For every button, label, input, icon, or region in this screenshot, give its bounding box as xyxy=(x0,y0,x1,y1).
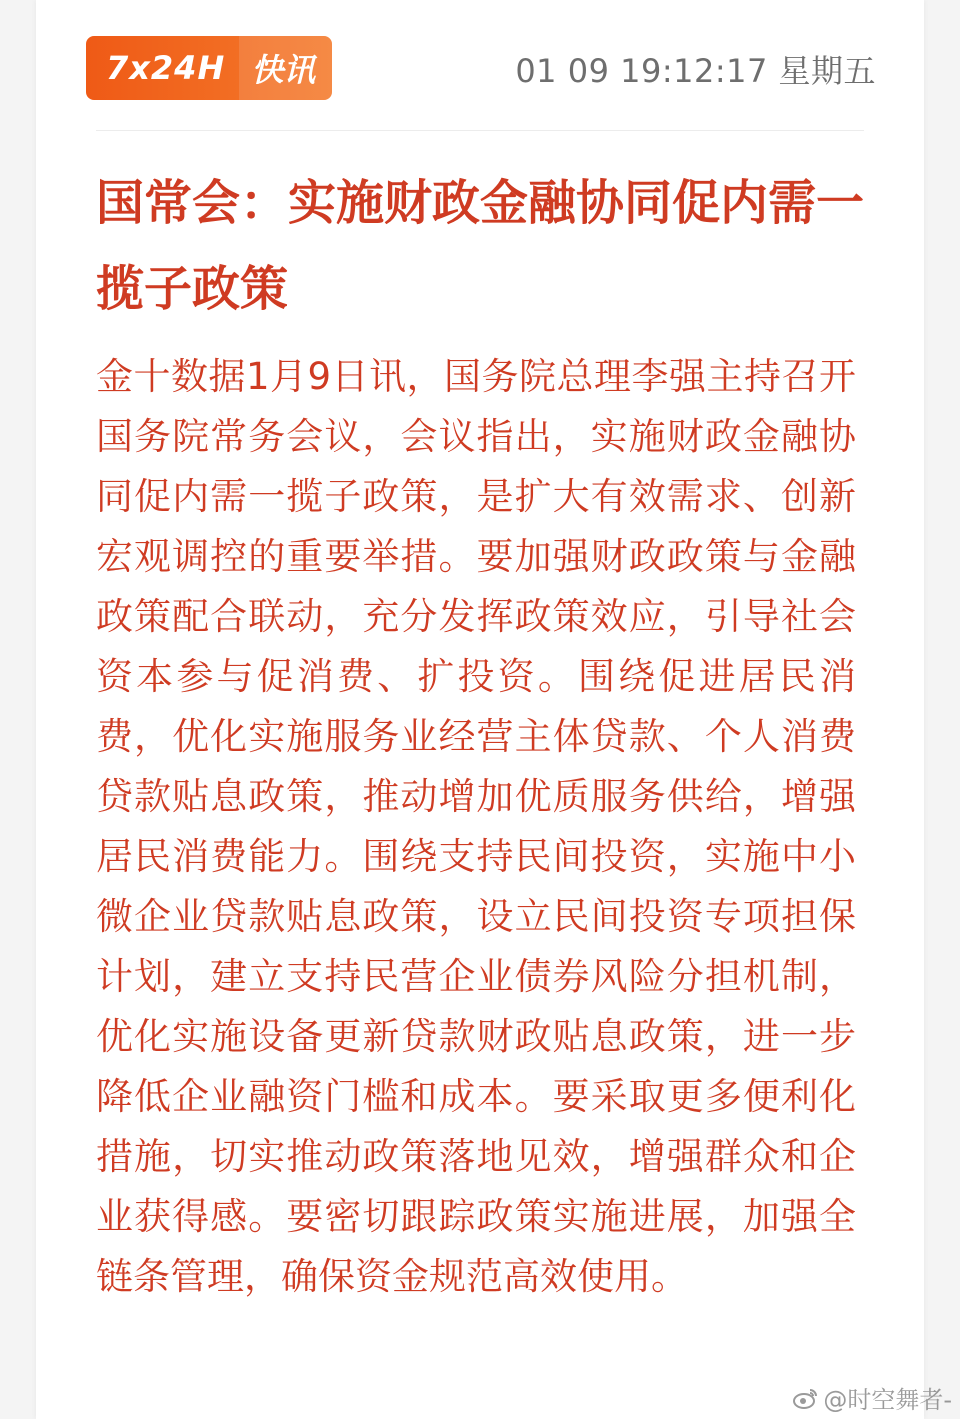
divider xyxy=(96,130,864,131)
weibo-watermark xyxy=(793,1380,952,1415)
badge-7x24h-label: 7x24H xyxy=(106,49,226,87)
weibo-icon xyxy=(793,1387,819,1409)
timestamp: 01 09 19:12:17 星期五 xyxy=(515,52,876,90)
watermark-text: @时空舞者- xyxy=(823,1386,952,1414)
article-body: 金十数据1月9日讯，国务院总理李强主持召开国务院常务会议，会议指出，实施财政金融协同促内需一揽子政策，是扩大有效需求、创新宏观调控的重要举措。要加强财政政策与金融政策配合联动，充分发挥政策效应，引导社会资本参与促消费、扩投资。围绕促进居民消费，优化实施服务业经营主体贷款、个人消费贷款贴息政策，推动增加优质服务供给，增强居民消费能力。围绕支持民间投资，实施中小微企业贷款贴息政策，设立民间投资专项担保计划，建立支持民营企业债券风险分担机制，优化实施设备更新贷款财政贴息政策，进一步降低企业融资门槛和成本。要采取更多便利化措施，切实推动政策落地见效，增强群众和企业获得感。要密切跟踪政策实施进展，加强全链条管理，确保资金规范高效使用。 xyxy=(96,355,856,1298)
news-card xyxy=(36,0,924,1419)
article-title: 国常会：实施财政金融协同促内需一揽子政策 xyxy=(96,175,865,317)
badge-flash-label: 快讯 xyxy=(239,36,332,100)
flash-news-badge xyxy=(86,36,332,100)
